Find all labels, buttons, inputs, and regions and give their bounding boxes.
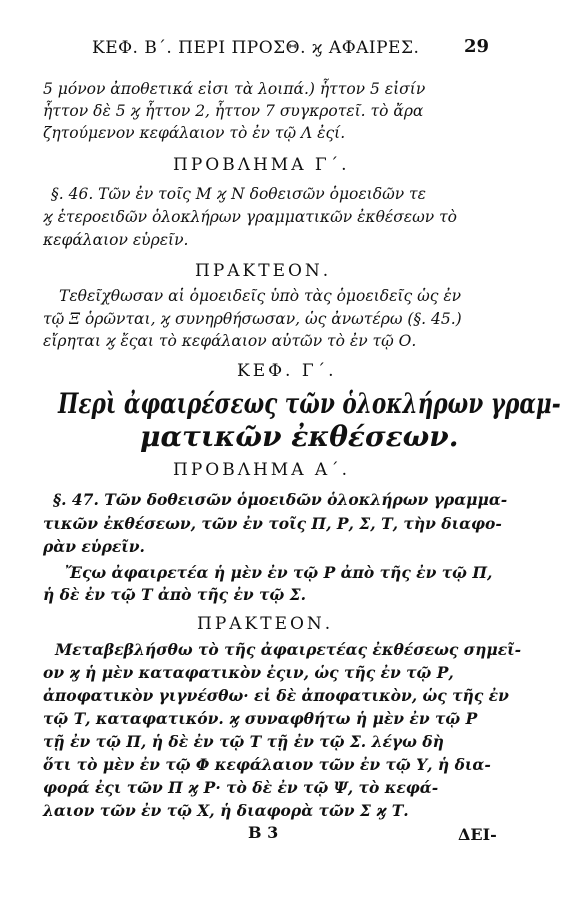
text-line: ζητούμενον κεφάλαιον τὸ ἐν τῷ Λ ἐςί. <box>43 124 346 142</box>
text-line: ὅτι τὸ μὲν ἐν τῷ Φ κεφάλαιον τῶν ἐν τῷ Υ, ἡ δια- <box>43 755 491 774</box>
text-line: λαιον τῶν ἐν τῷ Χ, ἡ διαφορὰ τῶν Σ ϗ Τ. <box>43 801 409 820</box>
text-line: κεφάλαιον εὑρεῖν. <box>43 231 189 249</box>
text-line: ρὰν εὑρεῖν. <box>43 537 145 556</box>
text-line: Τεθεῖχθωσαν αἱ ὁμοειδεῖς ὑπὸ τὰς ὁμοειδεῖς ὡς ἐν <box>59 287 462 305</box>
signature-mark: Β 3 <box>248 823 279 842</box>
text-line: τῇ ἐν τῷ Π, ἡ δὲ ἐν τῷ Τ τῇ ἐν τῷ Σ. λέγω δὴ <box>43 732 444 751</box>
text-line: §. 47. Τῶν δοθεισῶν ὁμοειδῶν ὁλοκλήρων γραμμα- <box>53 490 508 509</box>
text-line: ον ϗ ἡ μὲν καταφατικὸν ἐςιν, ὡς τῆς ἐν τῷ Ρ, <box>43 663 454 682</box>
text-line: Μεταβεβλήσθω τὸ τῆς ἀφαιρετέας ἐκθέσεως σημεῖ- <box>55 640 522 659</box>
text-line: φορά ἐςι τῶν Π ϗ Ρ· τὸ δὲ ἐν τῷ Ψ, τὸ κεφά- <box>43 778 439 797</box>
chapter-heading: ΚΕΦ. Γ΄. <box>237 361 337 381</box>
text-line: Ἔςω ἀφαιρετέα ἡ μὲν ἐν τῷ Ρ ἀπὸ τῆς ἐν τῷ Π, <box>65 563 493 582</box>
text-line: ϗ ἑτεροειδῶν ὁλοκλήρων γραμματικῶν ἐκθέσεων τὸ <box>43 208 458 226</box>
section-heading: ΠΡΑΚΤΕΟΝ. <box>195 261 332 281</box>
chapter-title: Περὶ ἀφαιρέσεως τῶν ὁλοκλήρων γραμ- <box>58 387 561 420</box>
section-heading: ΠΡΟΒΛΗΜΑ Γ΄. <box>173 155 350 175</box>
text-line: τικῶν ἐκθέσεων, τῶν ἐν τοῖς Π, Ρ, Σ, Τ, τὴν διαφο- <box>43 514 502 533</box>
text-line: εἴρηται ϗ ἔςαι τὸ κεφάλαιον αὐτῶν τὸ ἐν τῷ Ο. <box>43 332 417 350</box>
section-heading: ΠΡΟΒΛΗΜΑ Α΄. <box>173 460 351 480</box>
chapter-title: ματικῶν ἐκθέσεων. <box>140 420 459 453</box>
section-heading: ΠΡΑΚΤΕΟΝ. <box>197 614 334 634</box>
text-line: τῷ Τ, καταφατικόν. ϗ συναφθήτω ἡ μὲν ἐν τῷ Ρ <box>43 709 478 728</box>
text-line: τῷ Ξ ὁρῶνται, ϗ συνηρθήσωσαν, ὡς ἀνωτέρω (§. 45.) <box>43 310 462 328</box>
text-line: ἡ δὲ ἐν τῷ Τ ἀπὸ τῆς ἐν τῷ Σ. <box>43 585 306 604</box>
catchword: ΔΕΙ- <box>458 825 497 844</box>
text-line: 5 μόνον ἀποθετικά εἰσι τὰ λοιπά.) ἧττον 5 εἰσίν <box>43 80 426 98</box>
running-title: ΚΕΦ. Β΄. ΠΕΡΙ ΠΡΟΣΘ. ϗ ΑΦΑΙΡΕΣ. <box>92 38 420 58</box>
text-line: ἀποφατικὸν γιγνέσθω· εἰ δὲ ἀποφατικὸν, ὡς τῆς ἐν <box>43 686 509 705</box>
page-number: 29 <box>464 36 490 57</box>
text-line: §. 46. Τῶν ἐν τοῖς Μ ϗ Ν δοθεισῶν ὁμοειδῶν τε <box>51 185 426 203</box>
text-line: ἧττον δὲ 5 ϗ ἧττον 2, ἧττον 7 συγκροτεῖ. τὸ ἄρα <box>43 102 424 120</box>
